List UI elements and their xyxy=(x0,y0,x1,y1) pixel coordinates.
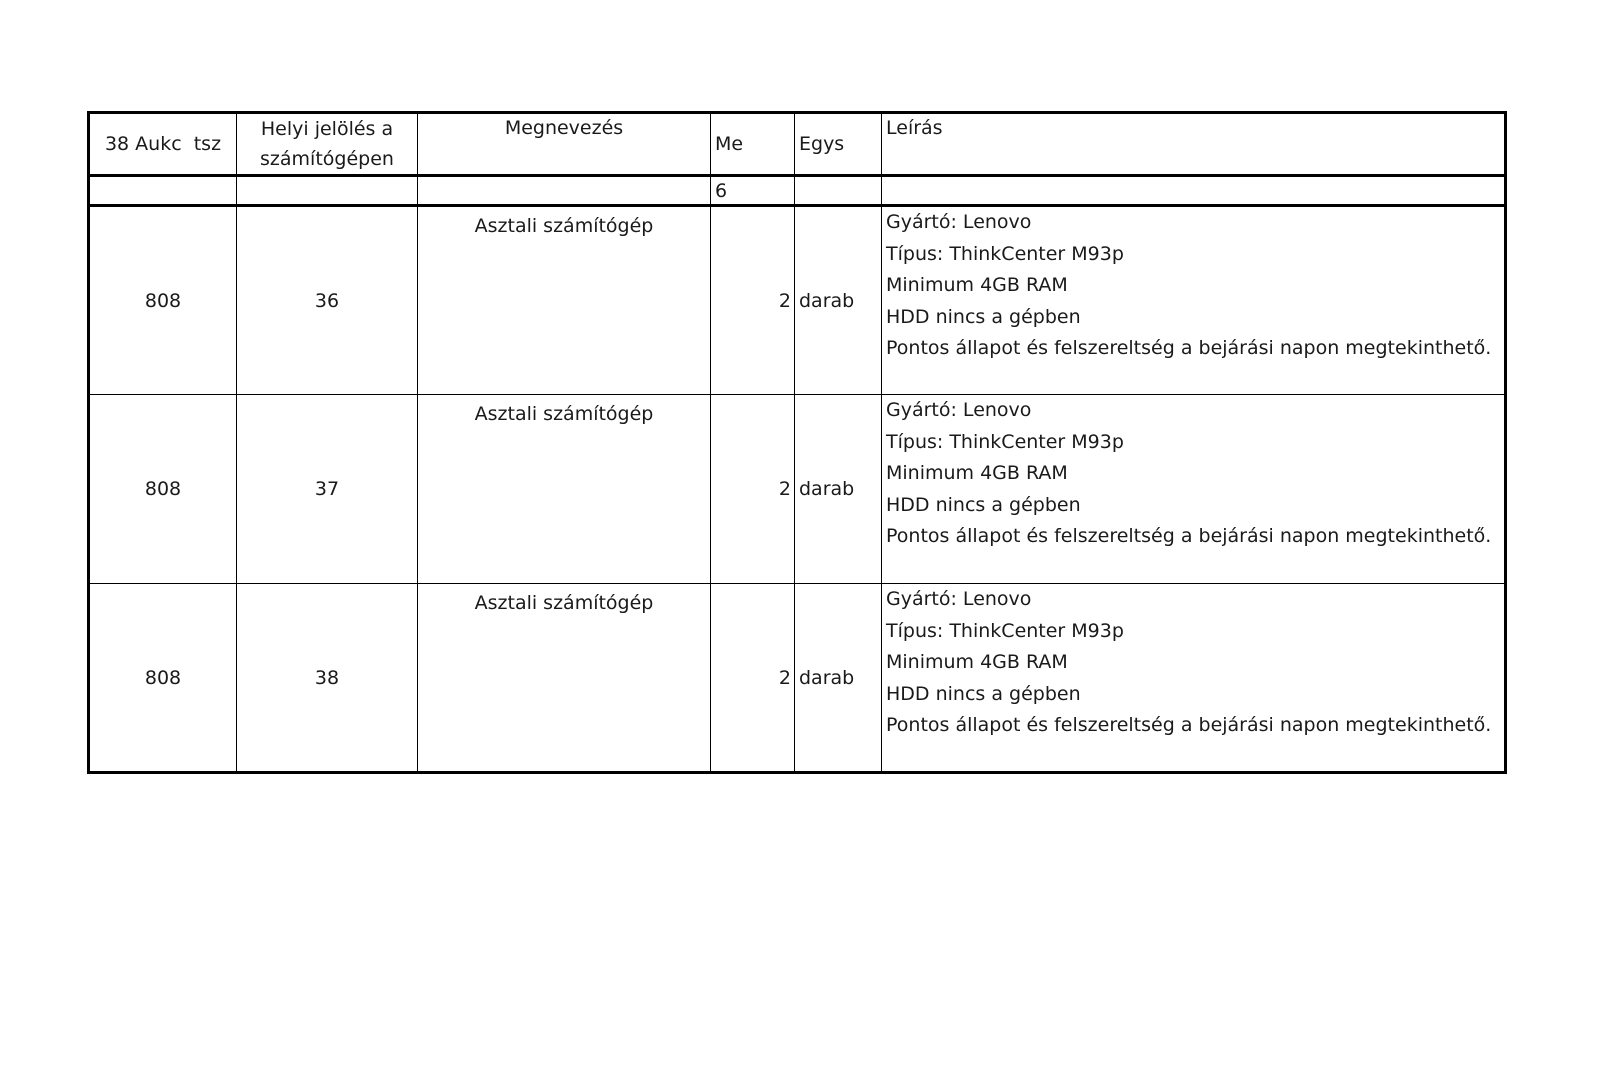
leiras-line: Típus: ThinkCenter M93p xyxy=(886,430,1124,453)
aukc-cell xyxy=(89,584,237,773)
header-helyi-line2: számítógépen xyxy=(260,148,394,170)
table-row xyxy=(89,395,1506,584)
megnevezes-cell xyxy=(418,395,711,584)
header-aukc xyxy=(89,113,237,176)
me-cell xyxy=(711,206,795,395)
header-me-label: Me xyxy=(715,133,744,155)
megnevezes-value: Asztali számítógép xyxy=(474,592,654,614)
egys-value: darab xyxy=(799,666,855,689)
header-egys-label: Egys xyxy=(799,133,845,155)
table-row xyxy=(89,584,1506,773)
leiras-line: HDD nincs a gépben xyxy=(886,493,1081,516)
header-leiras-label: Leírás xyxy=(886,117,943,139)
subheader-megnevezes-cell xyxy=(418,176,711,206)
subheader-row xyxy=(89,176,1506,206)
leiras-line: Gyártó: Lenovo xyxy=(886,399,1032,421)
header-aukc-label: 38 Aukc tsz xyxy=(104,133,222,155)
leiras-line: HDD nincs a gépben xyxy=(886,305,1081,328)
aukc-cell xyxy=(89,206,237,395)
aukc-value: 808 xyxy=(144,289,182,312)
auction-items-table xyxy=(87,111,1507,774)
leiras-cell xyxy=(882,584,1506,773)
leiras-line: Pontos állapot és felszereltség a bejárási napon megtekinthető. xyxy=(886,525,1492,547)
megnevezes-cell xyxy=(418,584,711,773)
subheader-egys-cell xyxy=(795,176,882,206)
helyi-value: 38 xyxy=(314,666,340,689)
me-value: 2 xyxy=(778,666,791,689)
aukc-cell xyxy=(89,395,237,584)
leiras-line: Típus: ThinkCenter M93p xyxy=(886,619,1124,642)
leiras-line: Pontos állapot és felszereltség a bejárási napon megtekinthető. xyxy=(886,714,1492,736)
helyi-cell xyxy=(237,395,418,584)
egys-cell xyxy=(795,584,882,773)
leiras-line: HDD nincs a gépben xyxy=(886,682,1081,705)
leiras-line: Gyártó: Lenovo xyxy=(886,588,1032,610)
egys-cell xyxy=(795,206,882,395)
header-megnevezes xyxy=(418,113,711,176)
helyi-value: 37 xyxy=(314,478,340,500)
megnevezes-cell xyxy=(418,206,711,395)
table-row xyxy=(89,206,1506,395)
egys-value: darab xyxy=(799,289,855,312)
header-me xyxy=(711,113,795,176)
header-leiras xyxy=(882,113,1506,176)
me-value: 2 xyxy=(778,478,791,500)
helyi-cell xyxy=(237,584,418,773)
subheader-aukc-cell xyxy=(89,176,237,206)
subheader-me-value: 6 xyxy=(715,179,728,202)
leiras-line: Minimum 4GB RAM xyxy=(886,274,1068,296)
aukc-value: 808 xyxy=(144,478,182,500)
subheader-helyi-cell xyxy=(237,176,418,206)
me-value: 2 xyxy=(778,289,791,312)
leiras-cell xyxy=(882,206,1506,395)
leiras-line: Típus: ThinkCenter M93p xyxy=(886,242,1124,265)
leiras-line: Minimum 4GB RAM xyxy=(886,462,1068,484)
egys-cell xyxy=(795,395,882,584)
megnevezes-value: Asztali számítógép xyxy=(474,403,654,425)
leiras-cell xyxy=(882,395,1506,584)
helyi-cell xyxy=(237,206,418,395)
header-egys xyxy=(795,113,882,176)
egys-value: darab xyxy=(799,478,855,500)
header-helyi-line1: Helyi jelölés a xyxy=(260,118,394,140)
leiras-line: Minimum 4GB RAM xyxy=(886,651,1068,673)
header-row xyxy=(89,113,1506,176)
subheader-leiras-cell xyxy=(882,176,1506,206)
leiras-line: Pontos állapot és felszereltség a bejárási napon megtekinthető. xyxy=(886,337,1492,359)
me-cell xyxy=(711,584,795,773)
subheader-me-cell xyxy=(711,176,795,206)
header-helyi xyxy=(237,113,418,176)
aukc-value: 808 xyxy=(144,666,182,689)
megnevezes-value: Asztali számítógép xyxy=(474,215,654,237)
me-cell xyxy=(711,395,795,584)
leiras-line: Gyártó: Lenovo xyxy=(886,211,1032,233)
header-megnevezes-label: Megnevezés xyxy=(504,117,624,139)
helyi-value: 36 xyxy=(314,289,340,312)
